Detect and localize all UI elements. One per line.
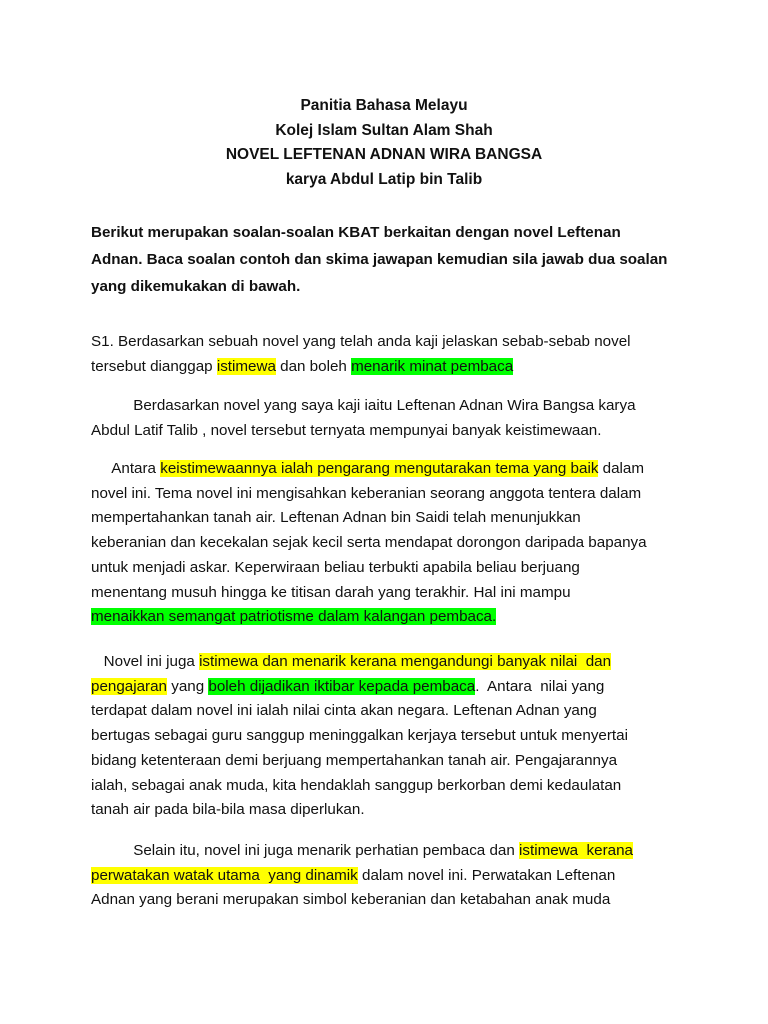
answer-paragraph-values	[91, 650, 691, 823]
question-1	[91, 330, 691, 379]
text-run: . Antara nilai yang	[475, 677, 605, 695]
paragraph-line: terdapat dalam novel ini ialah nilai cinta akan negara. Leftenan Adnan yang	[91, 702, 597, 720]
paragraph-line	[91, 650, 691, 675]
text-run: dalam novel ini. Perwatakan Leftenan	[357, 866, 616, 884]
instructions-line: Adnan. Baca soalan contoh dan skima jawapan kemudian sila jawab dua soalan	[91, 251, 668, 268]
instructions-line: yang dikemukakan di bawah.	[91, 278, 301, 295]
paragraph-line	[91, 605, 691, 630]
answer-line: Abdul Latif Talib , novel tersebut ternyata mempunyai banyak keistimewaan.	[91, 421, 602, 439]
highlight-green: boleh dijadikan iktibar kepada pembaca	[208, 677, 476, 695]
text-run: Selain itu, novel ini juga menarik perhatian pembaca dan	[91, 842, 520, 859]
header-school-name: Kolej Islam Sultan Alam Shah	[275, 121, 493, 139]
highlight-green: menaikkan semangat patriotisme dalam kalangan pembaca.	[91, 608, 497, 626]
text-run: dalam	[598, 460, 645, 477]
header-panel-name: Panitia Bahasa Melayu	[300, 97, 468, 114]
highlight-yellow: perwatakan watak utama yang dinamik	[91, 866, 358, 884]
answer-paragraph-characters	[91, 839, 691, 913]
paragraph-line: untuk menjadi askar. Keperwiraan beliau terbukti apabila beliau berjuang	[91, 558, 580, 576]
text-run: yang	[167, 677, 209, 695]
answer-line: Berdasarkan novel yang saya kaji iaitu Leftenan Adnan Wira Bangsa karya	[91, 397, 636, 414]
paragraph-line	[91, 864, 691, 889]
document-header	[0, 94, 768, 193]
paragraph-line: ialah, sebagai anak muda, kita hendaklah sanggup berkorban demi kedaulatan	[91, 776, 622, 794]
instructions	[91, 219, 691, 300]
paragraph-line: keberanian dan kecekalan sejak kecil serta mendapat dorongon daripada bapanya	[91, 534, 647, 552]
paragraph-line: bidang ketenteraan demi berjuang mempertahankan tanah air. Pengajarannya	[91, 751, 618, 769]
paragraph-line	[91, 839, 691, 864]
paragraph-line	[91, 675, 691, 700]
highlight-yellow: keistimewaannya ialah pengarang mengutarakan tema yang baik	[160, 460, 599, 477]
header-novel-title: NOVEL LEFTENAN ADNAN WIRA BANGSA	[225, 146, 543, 164]
paragraph-line: Adnan yang berani merupakan simbol keberanian dan ketabahan anak muda	[91, 891, 611, 909]
highlight-yellow: pengajaran	[91, 677, 168, 695]
text-run: dan boleh	[275, 357, 352, 375]
question-line	[91, 355, 691, 380]
paragraph-line	[91, 457, 691, 482]
highlight-green: menarik minat pembaca	[351, 357, 514, 375]
highlight-yellow: istimewa	[216, 357, 276, 375]
answer-intro	[91, 394, 691, 443]
paragraph-line: mempertahankan tanah air. Leftenan Adnan bin Saidi telah menunjukkan	[91, 509, 581, 527]
paragraph-line: menentang musuh hingga ke titisan darah yang terakhir. Hal ini mampu	[91, 583, 571, 601]
question-line: S1. Berdasarkan sebuah novel yang telah anda kaji jelaskan sebab-sebab novel	[91, 333, 631, 350]
paragraph-line: novel ini. Tema novel ini mengisahkan keberanian seorang anggota tentera dalam	[91, 484, 642, 502]
instructions-line: Berikut merupakan soalan-soalan KBAT berkaitan dengan novel Leftenan	[91, 224, 621, 241]
text-run: Antara	[91, 460, 161, 477]
answer-paragraph-theme	[91, 457, 691, 630]
highlight-yellow: istimewa kerana	[519, 842, 633, 859]
highlight-yellow: istimewa dan menarik kerana mengandungi banyak nilai dan	[199, 653, 612, 670]
text-run: tersebut dianggap	[91, 357, 217, 375]
text-run: Novel ini juga	[91, 653, 200, 670]
paragraph-line: tanah air pada bila-bila masa diperlukan.	[91, 801, 365, 819]
paragraph-line: bertugas sebagai guru sanggup meninggalkan kerjaya tersebut untuk menyertai	[91, 727, 628, 745]
header-author: karya Abdul Latip bin Talib	[285, 171, 483, 189]
